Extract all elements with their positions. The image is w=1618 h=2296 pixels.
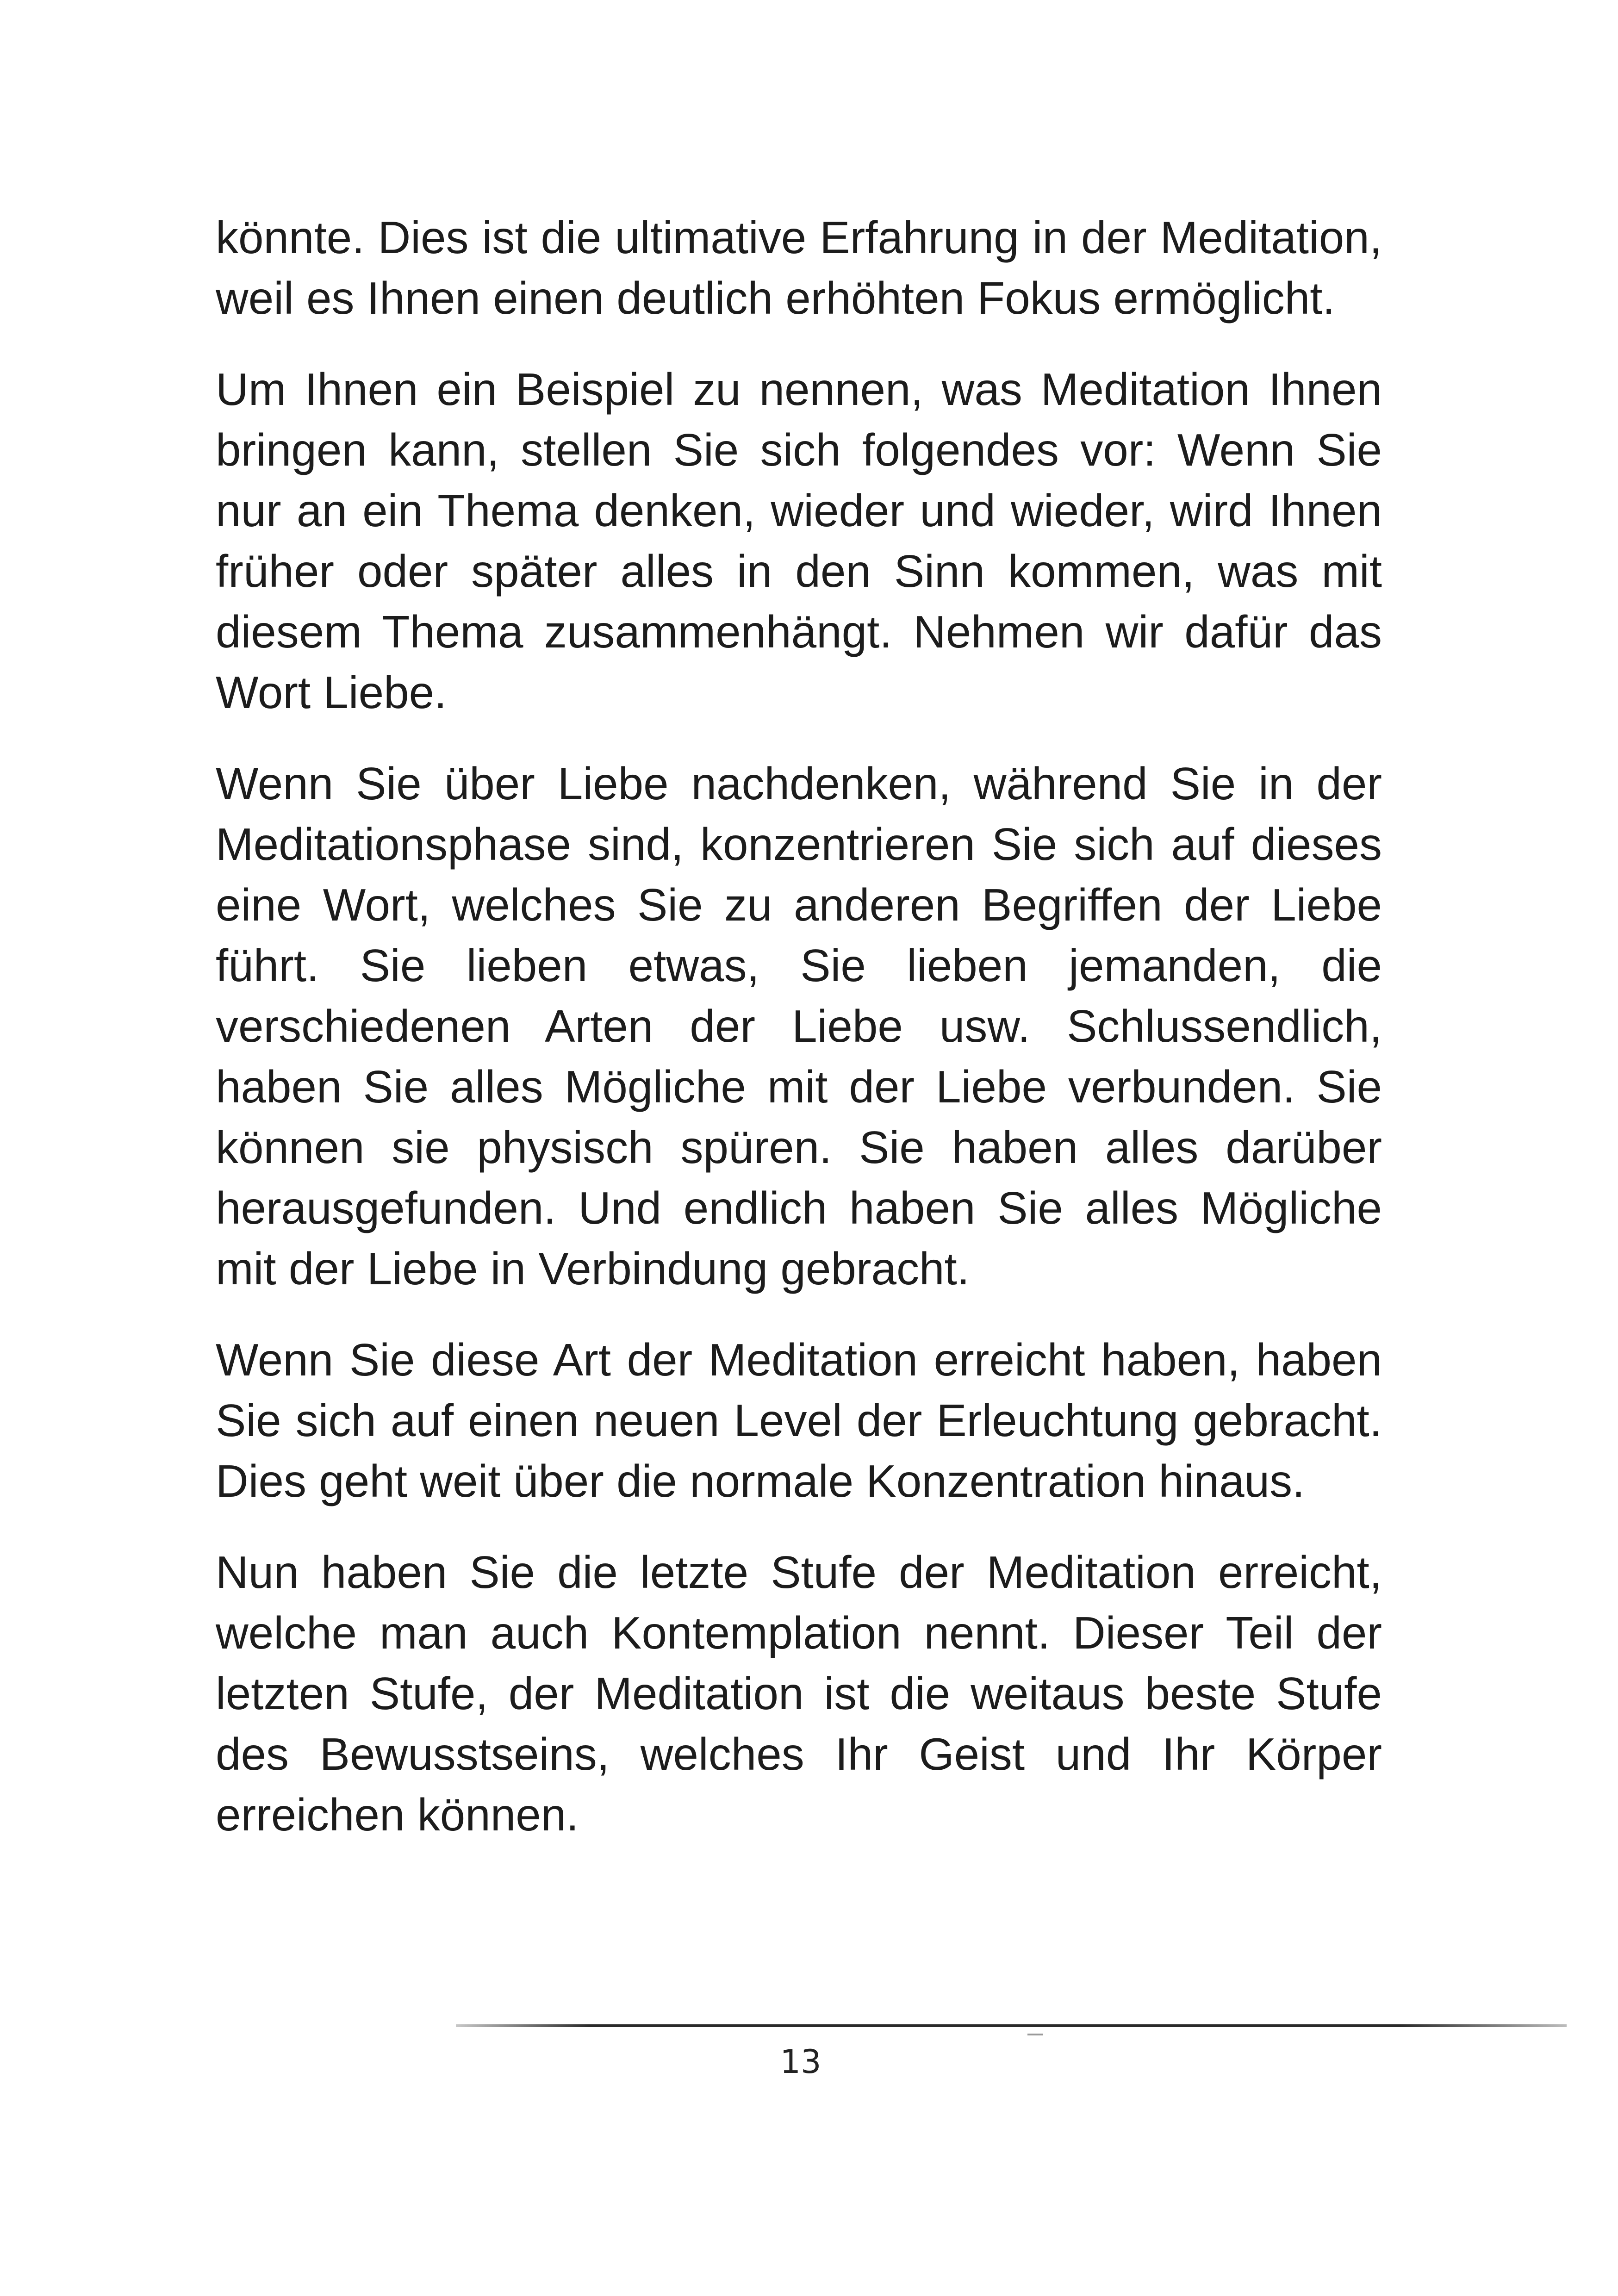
footer-divider	[456, 2024, 1567, 2027]
paragraph-4: Wenn Sie diese Art der Meditation erreicht haben, haben Sie sich auf einen neuen Level der Erleuchtung gebracht. Dies geht weit über die normale Konzentration hinaus.	[216, 1334, 1382, 1506]
paragraph-1: könnte. Dies ist die ultimative Erfahrung in der Meditation, weil es Ihnen einen deutlich erhöhten Fokus ermöglicht.	[216, 212, 1382, 324]
paragraph-2: Um Ihnen ein Beispiel zu nennen, was Meditation Ihnen bringen kann, stellen Sie sich folgendes vor: Wenn Sie nur an ein Thema denken, wieder und wieder, wird Ihnen früher oder später alles in den Sinn kommen, was mit diesem Thema zusammenhängt. Nehmen wir dafür das Wort Liebe.	[216, 364, 1382, 718]
body-text	[216, 207, 1382, 1876]
paragraph-3: Wenn Sie über Liebe nachdenken, während Sie in der Meditationsphase sind, konzentrieren Sie sich auf dieses eine Wort, welches Sie zu anderen Begriffen der Liebe führt. Sie lieben etwas, Sie lieben jemanden, die verschiedenen Arten der Liebe usw. Schlussendlich, haben Sie alles Mögliche mit der Liebe verbunden. Sie können sie physisch spüren. Sie haben alles darüber herausgefunden. Und endlich haben Sie alles Mögliche mit der Liebe in Verbindung gebracht.	[216, 758, 1382, 1294]
page-number: 13	[780, 2043, 821, 2081]
paragraph-5: Nun haben Sie die letzte Stufe der Meditation erreicht, welche man auch Kontemplation nennt. Dieser Teil der letzten Stufe, der Meditation ist die weitaus beste Stufe des Bewusstseins, welches Ihr Geist und Ihr Körper erreichen können.	[216, 1547, 1382, 1840]
footer-divider-mark	[1027, 2034, 1043, 2035]
